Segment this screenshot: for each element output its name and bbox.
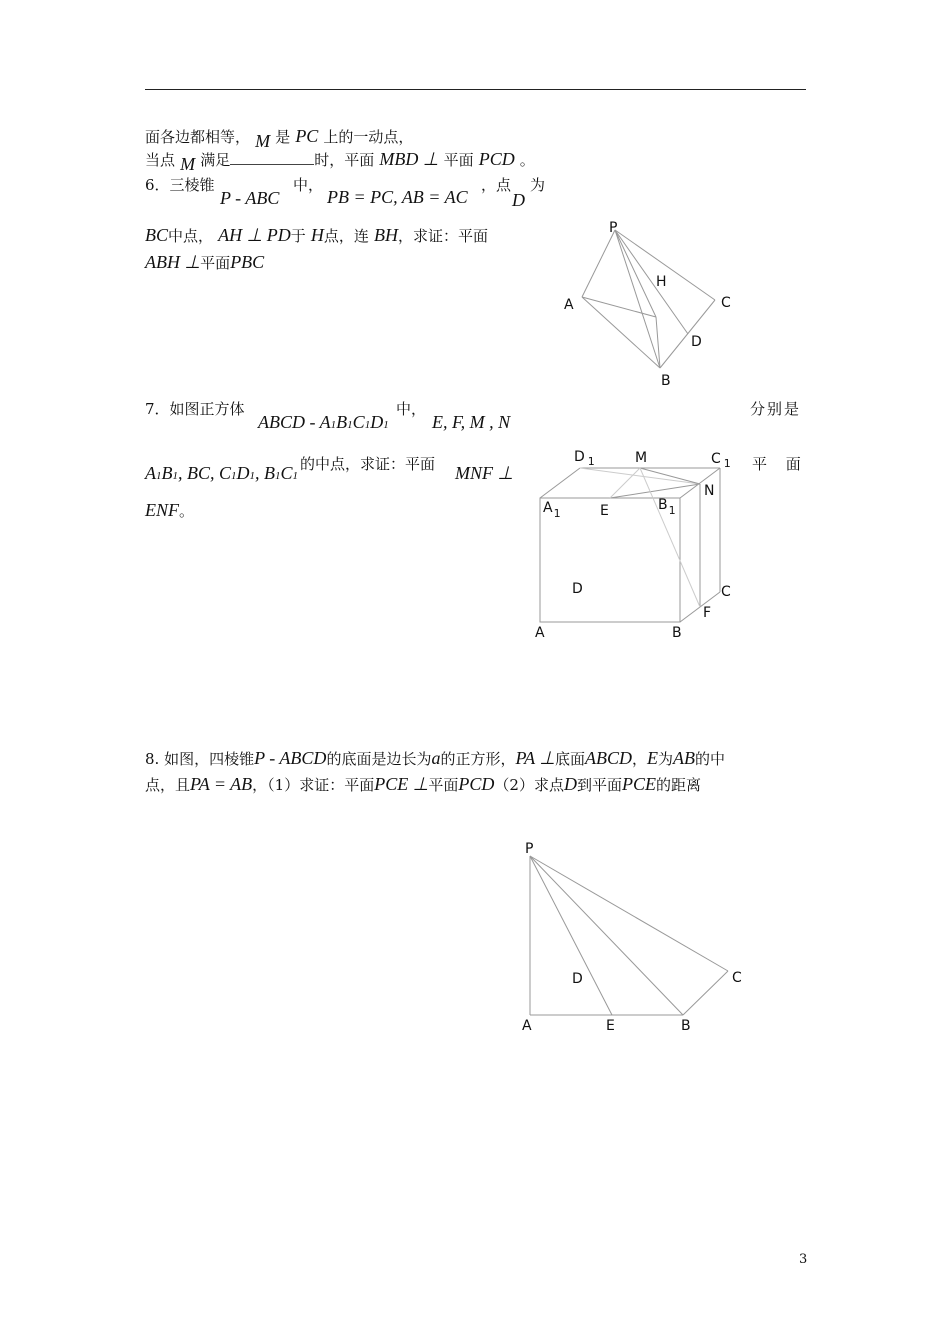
text: 8. 如图，四棱锥 [145, 750, 255, 768]
math-P-ABCD: P - ABCD [254, 748, 327, 768]
text: 平 面 [752, 455, 801, 473]
math-D: D [512, 190, 525, 210]
text: 的正方形， [440, 750, 516, 768]
text: 中， [293, 176, 324, 194]
label-D: D [572, 971, 583, 987]
text: 上的一动点， [323, 128, 414, 146]
text: 。 [179, 502, 195, 520]
problem-7-number: 7．如图正方体 [145, 400, 245, 418]
math-PCE: PCE [621, 774, 656, 794]
math-E: E [647, 748, 659, 768]
label-C: C [721, 584, 731, 600]
problem-6-line-2 [145, 225, 488, 246]
label-E: E [606, 1018, 615, 1034]
text: 分别是 [750, 400, 802, 418]
math-BC: BC [145, 225, 169, 245]
label-M: M [635, 450, 648, 466]
label-D: D [691, 334, 702, 350]
text: （2）求点 [494, 776, 564, 794]
problem-5-line-1 [145, 126, 414, 151]
math-BH: BH [374, 225, 399, 245]
math-PBC: PBC [230, 252, 265, 272]
text: 平面 [443, 151, 474, 169]
math-ABCD: ABCD [585, 748, 633, 768]
text: 中， [396, 400, 427, 418]
text: 底面 [555, 750, 586, 768]
math-ABH: ABH ⊥ [145, 252, 201, 272]
problem-8-line-2 [145, 774, 701, 795]
text: 满足 [200, 151, 231, 169]
problem-8-line-1 [145, 748, 725, 769]
math-cube-name: ABCD - A1B1C1D1 [258, 412, 389, 432]
math-PCD: PCD [458, 774, 495, 794]
label-C1: C $_1$ [711, 451, 731, 470]
math-PCD: PCD [478, 149, 515, 169]
label-P: P [609, 220, 618, 236]
label-B: B [681, 1018, 691, 1034]
text: 点，连 [323, 227, 369, 245]
text: 的中点，求证：平面 [300, 455, 436, 473]
math-MNF: MNF ⊥ [455, 463, 514, 483]
math-M: M [255, 131, 271, 151]
text: ，求证：平面 [398, 227, 489, 245]
text: 时，平面 [314, 151, 375, 169]
text: 到平面 [576, 776, 622, 794]
label-A: A [564, 297, 574, 313]
label-B: B [672, 625, 682, 641]
math-ENF: ENF [145, 500, 179, 520]
text: 。 [519, 151, 535, 169]
math-AH-PD: AH ⊥ PD [218, 225, 291, 245]
math-M: M [180, 154, 196, 174]
text: ， [632, 750, 648, 768]
text: 平面 [200, 254, 231, 272]
label-A: A [522, 1018, 532, 1034]
label-C: C [732, 970, 742, 986]
label-F: F [703, 605, 712, 621]
label-H: H [656, 274, 667, 290]
label-B: B [661, 373, 671, 389]
text: 的距离 [655, 776, 701, 794]
math-H: H [310, 225, 324, 245]
text: 的中 [695, 750, 726, 768]
label-D1: D $_1$ [574, 449, 595, 468]
math-P-ABC: P - ABC [220, 188, 280, 208]
label-C: C [721, 295, 731, 311]
math-MBD: MBD ⊥ [379, 149, 439, 169]
text: 的底面是边长为 [326, 750, 432, 768]
text: 为 [658, 750, 674, 768]
problem-5-line-2 [145, 149, 535, 174]
problem-6-line-3 [145, 252, 264, 273]
math-condition: PB = PC, AB = AC [327, 187, 468, 207]
label-P: P [525, 841, 534, 857]
label-B1: $B_1$ [658, 497, 676, 517]
text: 是 [275, 128, 291, 146]
math-PC: PC [295, 126, 319, 146]
math-midpoint-list: A1B1, BC, C1D1, B1C1 [145, 463, 299, 483]
label-D: D [572, 581, 583, 597]
math-cube: ABCD - A [258, 412, 331, 432]
label-N: N [704, 483, 715, 499]
math-AB: AB [673, 748, 696, 768]
page-number: 3 [799, 1252, 808, 1267]
math-a: a [431, 748, 441, 768]
math-PA-AB: PA = AB [190, 774, 253, 794]
problem-6-number: 6．三棱锥 [145, 176, 215, 194]
figure-7-cube [530, 445, 750, 645]
text: 面各边都相等， [145, 128, 251, 146]
text: 于 [290, 227, 306, 245]
math-EFMN: E, F, M , N [432, 412, 511, 432]
figure-6-pyramid [560, 215, 750, 395]
fill-in-blank [230, 150, 314, 165]
math-PA: PA ⊥ [515, 748, 555, 768]
problem-7-line-3 [145, 500, 194, 521]
math-PCE: PCE ⊥ [374, 774, 429, 794]
text: ，（1）求证：平面 [252, 776, 375, 794]
label-E: E [600, 503, 609, 519]
text: ，点 [481, 176, 512, 194]
text: 平面 [428, 776, 459, 794]
header-rule [145, 89, 806, 90]
text: 当点 [145, 151, 176, 169]
math-A: A [145, 463, 156, 483]
math-D: D [563, 774, 577, 794]
text: 中点， [168, 227, 214, 245]
text: 点，且 [145, 776, 191, 794]
label-A: A [535, 625, 545, 641]
figure-8-pyramid [515, 838, 755, 1038]
text: 为 [530, 176, 546, 194]
label-A1: $A_1$ [543, 500, 561, 520]
